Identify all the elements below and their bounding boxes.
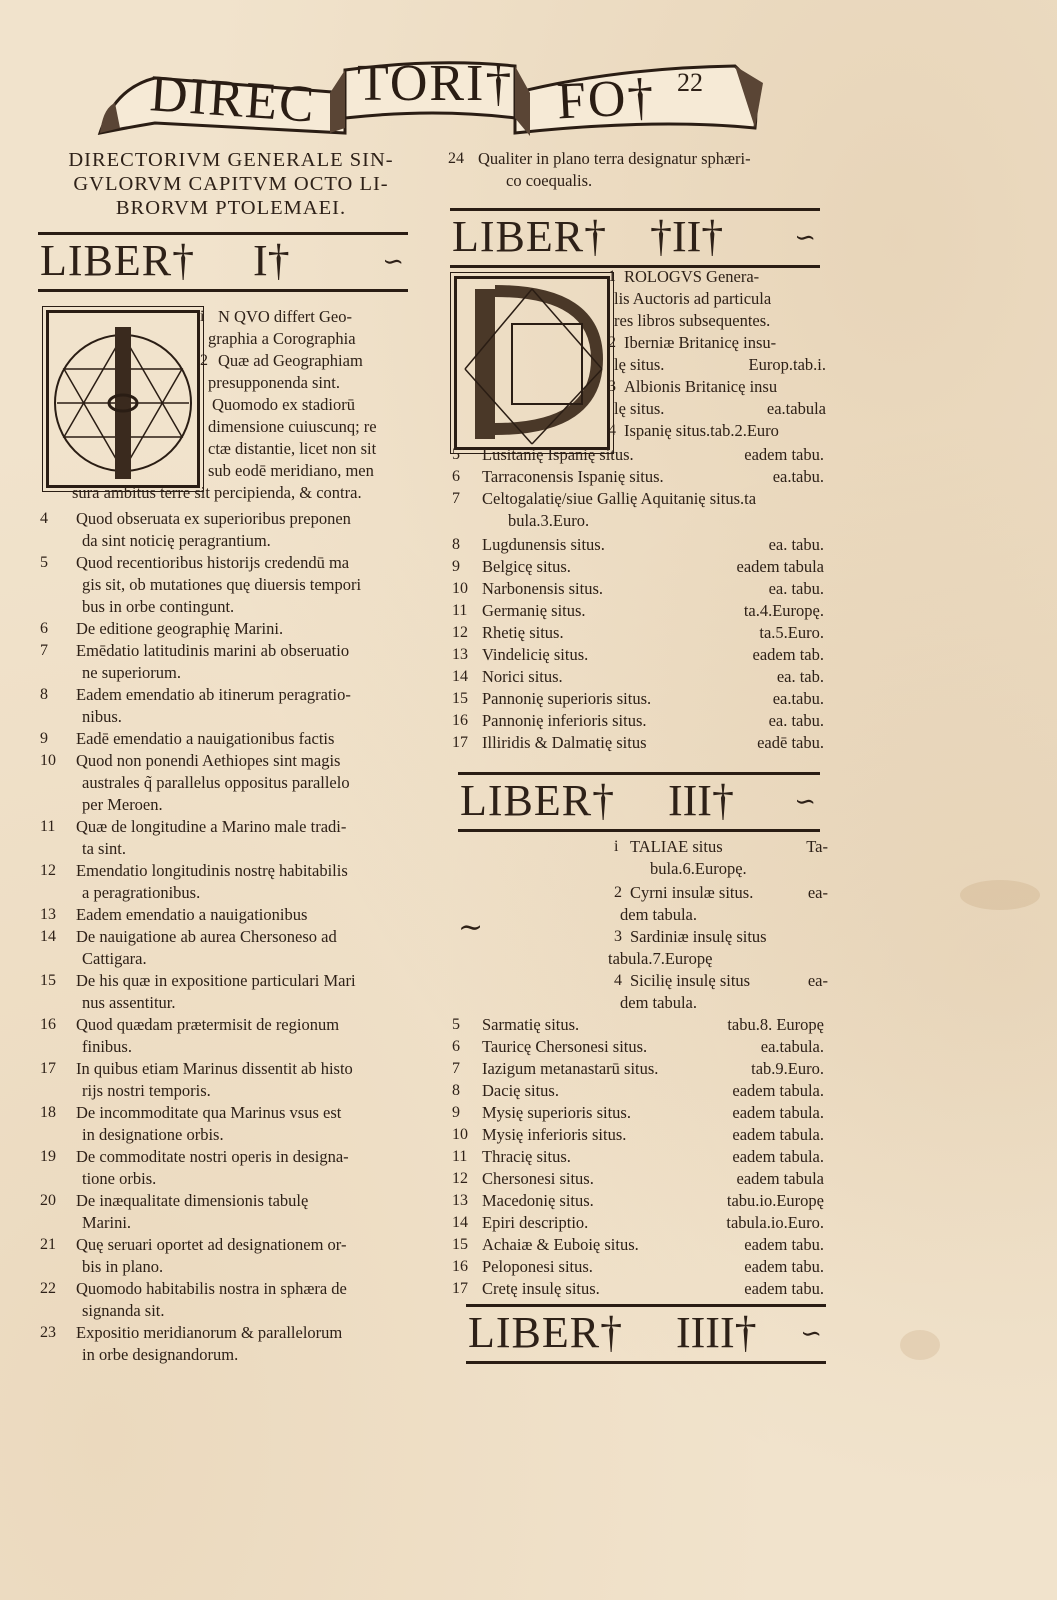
liber-label: LIBER† — [460, 776, 616, 825]
chapter-number: 14 — [452, 668, 468, 685]
chapter-text: TALIAE situs — [630, 837, 723, 856]
chapter-text: australes q̃ parallelus oppositus parallelo — [82, 773, 350, 792]
chapter-text: Tarraconensis Ispanię situs. — [482, 467, 664, 486]
chapter-text: lę situs. — [614, 399, 665, 418]
chapter-text: finibus. — [82, 1037, 132, 1056]
table-reference: eadem tabula. — [732, 1081, 824, 1100]
chapter-text: res libros subsequentes. — [614, 311, 771, 330]
chapter-text: Iberniæ Britanicę insu- — [624, 333, 777, 352]
chapter-text: Lugdunensis situs. — [482, 535, 605, 554]
banner-text-segment: TORI† — [357, 55, 514, 112]
table-reference: tabu.io.Europę — [726, 1191, 824, 1210]
table-reference: eadem tabula. — [732, 1103, 824, 1122]
chapter-text: Thracię situs. — [482, 1147, 571, 1166]
liber-heading-3 — [458, 772, 820, 832]
chapter-text: De incommoditate qua Marinus vsus est — [76, 1103, 342, 1122]
chapter-text: bula.6.Europę. — [650, 859, 747, 878]
chapter-number: 14 — [452, 1214, 468, 1231]
liber-heading-2 — [450, 208, 820, 268]
table-reference: eadem tab. — [752, 645, 824, 664]
chapter-number: 23 — [40, 1324, 56, 1341]
table-reference: ea. tabu. — [768, 711, 824, 730]
chapter-text: Expositio meridianorum & parallelorum — [76, 1323, 343, 1342]
chapter-text: Lusitanię Ispanię situs. — [482, 445, 634, 464]
chapter-text: De editione geographię Marini. — [76, 619, 284, 638]
chapter-text: Mysię superioris situs. — [482, 1103, 631, 1122]
chapter-number: 13 — [452, 646, 468, 663]
table-reference: tabu.8. Europę — [727, 1015, 824, 1034]
chapter-number: 7 — [452, 1060, 460, 1077]
chapter-text: Achaiæ & Euboię situs. — [482, 1235, 639, 1254]
liber-numeral: III† — [668, 776, 734, 825]
chapter-number: 2 — [614, 884, 622, 901]
chapter-text: Dacię situs. — [482, 1081, 559, 1100]
side-fleuron-icon: ∼ — [458, 911, 484, 944]
chapter-text: De commoditate nostri operis in designa- — [76, 1147, 349, 1166]
table-reference: ea. tabu. — [768, 579, 824, 598]
chapter-text: Epiri descriptio. — [482, 1213, 589, 1232]
chapter-number: 15 — [452, 690, 468, 707]
chapter-text: In quibus etiam Marinus dissentit ab histo — [76, 1059, 353, 1078]
chapter-text: Norici situs. — [482, 667, 563, 686]
chapter-text: bus in orbe contingunt. — [82, 597, 235, 616]
chapter-number: 12 — [452, 624, 468, 641]
chapter-number: 7 — [40, 642, 48, 659]
chapter-text: a peragrationibus. — [82, 883, 201, 902]
chapter-number: 16 — [452, 1258, 468, 1275]
chapter-text: De nauigatione ab aurea Chersoneso ad — [76, 927, 337, 946]
table-reference: ea- — [807, 971, 828, 990]
chapter-number: 16 — [452, 712, 468, 729]
title-line: GVLORVM CAPITVM OCTO LI- — [73, 173, 389, 195]
chapter-number: 18 — [40, 1104, 56, 1121]
chapter-text: Vindelicię situs. — [482, 645, 589, 664]
paper-stain — [960, 880, 1040, 910]
fleuron-icon: ∽ — [794, 787, 816, 816]
banner-text-segment: DIREC — [148, 65, 318, 134]
chapter-number: 11 — [452, 602, 468, 619]
table-reference: eadem tabu. — [744, 1257, 824, 1276]
table-reference: eadem tabula. — [732, 1125, 824, 1144]
chapter-text: Emendatio longitudinis nostrę habitabilis — [76, 861, 348, 880]
table-reference: eadem tabula — [736, 557, 824, 576]
chapter-number: 13 — [452, 1192, 468, 1209]
chapter-number: 8 — [452, 536, 460, 553]
chapter-text: Mysię inferioris situs. — [482, 1125, 627, 1144]
chapter-number: 10 — [452, 580, 468, 597]
chapter-number: 17 — [40, 1060, 56, 1077]
chapter-text: Tauricę Chersonesi situs. — [482, 1037, 648, 1056]
chapter-number: 9 — [40, 730, 48, 747]
liber-numeral: †II† — [650, 212, 724, 261]
chapter-text: bula.3.Euro. — [508, 511, 590, 530]
chapter-number: 10 — [452, 1126, 468, 1143]
chapter-text: lę situs. — [614, 355, 665, 374]
chapter-number: 6 — [452, 468, 460, 485]
chapter-number: 4 — [614, 972, 622, 989]
directory-title — [36, 148, 426, 220]
table-reference: eadem tabula. — [732, 1147, 824, 1166]
chapter-number: 19 — [40, 1148, 56, 1165]
chapter-number: 20 — [40, 1192, 56, 1209]
chapter-text: Eadem emendatio ab itinerum peragratio- — [76, 685, 351, 704]
table-reference: tabula.io.Euro. — [726, 1213, 824, 1232]
chapter-text: Cretę insulę situs. — [482, 1279, 600, 1298]
chapter-number: 14 — [40, 928, 56, 945]
chapter-text: Emēdatio latitudinis marini ab obseruatio — [76, 641, 350, 660]
liber-label: LIBER† — [468, 1308, 624, 1357]
book-page: DIREC TORI† FO† 22 DIRECTORIVM GENERALE SIN- GVLORVM CAPITVM OCTO LI- BRORVM PTOLEMAEI. LIBER† I† ∽ i N QVO differt Geo- graphia a Corographia 2 Quæ ad Geographiam presupponenda sint. Quomodo ex stadiorū dimensione cuiuscunq; re ctæ distantie, licet non sit sub eodē meridiano, men sura ambitus terre sit percipienda, & contra. 4 Quod obseruata ex superioribus preponen da sint noticię peragrantium. 5 Quod recentioribus historijs credendū ma gis sit, ob mutationes quę diuersis tempori bus in orbe contingunt. 6 De editione geographię Marini. 7 Emēdatio latitudinis marini ab obseruatio ne superiorum. 8 Eadem emendatio ab itinerum peragratio- nibus. 9 Eadē emendatio a nauigationibus factis 10 Quod non ponendi Aethiopes sint magis australes q̃ parallelus oppositus parallelo per Meroen. 11 Quæ de longitudine a Marino male tradi- ta sint. 12 Emendatio longitudinis nostrę habitabilis a peragrationibus. 13 Eadem emendatio a nauigationibus 14 De nauigatione ab aurea Chersoneso ad Cattigara. 15 De his quæ in expositione particulari Mari nus assentitur. 16 Quod quædam prætermisit de regionum finibus. 17 In quibus etiam Marinus dissentit ab histo rijs nostri temporis. 18 De incommoditate qua Marinus vsus est in designatione orbis. 19 De commoditate nostri operis in designa- tione orbis. 20 De inæqualitate dimensionis tabulę Marini. 21 Quę seruari oportet ad designationem or- bis in plano. 22 Quomodo habitabilis nostra in sphæra de signanda sit. 23 Expositio meridianorum & parallelorum in orbe designandorum. 24 Qualiter in plano terra designatur sphæri- co coequalis. LIBER† †II† ∽ 1 ROLOGVS Genera- lis Auctoris ad particula res libros subsequentes. 2 Iberniæ Britanicę insu- lę situs. Europ.tab.i. 3 Albionis Britanicę insu lę situs. ea.tabula 4 Ispanię situs.tab.2.Euro 5 Lusitanię Ispanię situs. eadem tabu. 6 Tarraconensis Ispanię situs. ea.tabu. 7 Celtogalatię/siue Gallię Aquitanię situs.ta bula.3.Euro. 8 Lugdunensis situs. ea. tabu. 9 Belgicę situs. eadem tabula 10 Narbonensis situs. ea. tabu. 11 Germanię situs. ta.4.Europę. 12 Rhetię situs. ta.5.Euro. 13 Vindelicię situs. eadem tab. 14 Norici situs. ea. tab. 15 Pannonię superioris situs. ea.tabu. 16 Pannonię inferioris situs. ea. tabu. 17 Illiridis & Dalmatię situs eadē tabu. LIBER† III† ∽ ∼ i TALIAE situs bula.6.Europę. Ta- 2 Cyrni insulæ situs. dem tabula. ea- 3 Sardiniæ insulę situs tabula.7.Europę 4 Sicilię insulę situs dem tabula. ea- 5 Sarmatię situs. tabu.8. Europę 6 Tauricę Chersonesi situs. ea.tabula. 7 Iazigum metanastarū situs. tab.9.Euro. 8 Dacię situs. eadem tabula. 9 Mysię superioris situs. eadem tabula. 10 Mysię inferioris situs. eadem tabula. 11 Thracię situs. eadem tabula. 12 Chersonesi situs. eadem tabula 13 Macedonię situs. tabu.io.Europę 14 Epiri descriptio. tabula.io.Euro. 15 Achaiæ & Euboię situs. eadem tabu. 16 Peloponesi situs. eadem tabu. 17 Cretę insulę situs. eadem tabu. LIBER† IIII† ∽ — [0, 0, 1057, 1600]
chapter-text: Quomodo habitabilis nostra in sphæra de — [76, 1279, 347, 1298]
table-reference: ea- — [807, 883, 828, 902]
chapter-text: Narbonensis situs. — [482, 579, 603, 598]
chapter-text: Marini. — [82, 1213, 132, 1232]
chapter-number: 15 — [40, 972, 56, 989]
chapter-text: dem tabula. — [620, 905, 697, 924]
chapter-text: Pannonię inferioris situs. — [482, 711, 647, 730]
left-column: DIRECTORIVM GENERALE SIN- GVLORVM CAPITVM OCTO LI- BRORVM PTOLEMAEI. LIBER† I† ∽ i N QVO differt Geo- graphia a Corographia 2 Quæ ad Geographiam presupponenda sint. Quomodo ex stadiorū dimensione cuiuscunq; re ctæ distantie, licet non sit sub eodē meridiano, men sura ambitus terre sit percipienda, & contra. 4 Quod obseruata ex superioribus preponen da sint noticię peragrantium. 5 Quod recentioribus historijs credendū ma gis sit, ob mutationes quę diuersis tempori bus in orbe contingunt. 6 De editione geographię Marini. 7 Emēdatio latitudinis marini ab obseruatio ne superiorum. 8 Eadem emendatio ab itinerum peragratio- nibus. 9 Eadē emendatio a nauigationibus factis 10 Quod non ponendi Aethiopes sint magis australes q̃ parallelus oppositus parallelo per Meroen. 11 Quæ de longitudine a Marino male tradi- ta sint. 12 Emendatio longitudinis nostrę habitabilis a peragrationibus. 13 Eadem emendatio a nauigationibus 14 De nauigatione ab aurea Chersoneso ad Cattigara. 15 De his quæ in expositione particulari Mari nus assentitur. 16 Quod quædam prætermisit de regionum finibus. 17 In quibus etiam Marinus dissentit ab histo rijs nostri temporis. 18 De incommoditate qua Marinus vsus est in designatione orbis. 19 De commoditate nostri operis in designa- tione orbis. 20 De inæqualitate dimensionis tabulę Marini. 21 Quę seruari oportet ad designationem or- bis in plano. 22 Quomodo habitabilis nostra in sphæra de signanda sit. 23 Expositio meridianorum & parallelorum in orbe designandorum. — [36, 148, 426, 220]
chapter-text: De his quæ in expositione particulari Mari — [76, 971, 356, 990]
chapter-text: Celtogalatię/siue Gallię Aquitanię situs.ta — [482, 489, 757, 508]
liber-label: LIBER† — [452, 212, 608, 261]
chapter-number: 3 — [608, 378, 616, 395]
chapter-text: Quę seruari oportet ad designationem or- — [76, 1235, 347, 1254]
table-reference: tab.9.Euro. — [751, 1059, 824, 1078]
chapter-text: nus assentitur. — [82, 993, 176, 1012]
chapter-number: 10 — [40, 752, 56, 769]
table-reference: ea. tabu. — [768, 535, 824, 554]
armillary-initial-icon — [49, 313, 197, 485]
liber-heading-4 — [466, 1304, 826, 1364]
chapter-text: Rhetię situs. — [482, 623, 564, 642]
chapter-text: Iazigum metanastarū situs. — [482, 1059, 659, 1078]
chapter-text: Sicilię insulę situs — [630, 971, 751, 990]
chapter-text: lis Auctoris ad particula — [614, 289, 772, 308]
chapter-number: 8 — [452, 1082, 460, 1099]
chapter-number: 5 — [452, 446, 460, 463]
initial-I-woodcut — [46, 310, 200, 488]
chapter-text: Cyrni insulæ situs. — [630, 883, 754, 902]
chapter-number: 16 — [40, 1016, 56, 1033]
chapter-text: rijs nostri temporis. — [82, 1081, 211, 1100]
table-reference: eadem tabu. — [744, 1279, 824, 1298]
chapter-text: Quod quædam prætermisit de regionum — [76, 1015, 340, 1034]
chapter-number: 22 — [40, 1280, 56, 1297]
geometric-initial-icon — [457, 279, 607, 447]
chapter-text: Macedonię situs. — [482, 1191, 594, 1210]
chapter-text: Ispanię situs.tab.2.Euro — [624, 421, 779, 440]
chapter-text: Peloponesi situs. — [482, 1257, 593, 1276]
chapter-text: Illiridis & Dalmatię situs — [482, 733, 647, 752]
table-reference: ta.5.Euro. — [759, 623, 824, 642]
chapter-number: 6 — [452, 1038, 460, 1055]
chapter-text: ne superiorum. — [82, 663, 181, 682]
chapter-text: Quod non ponendi Aethiopes sint magis — [76, 751, 341, 770]
table-reference: ea.tabula — [766, 399, 826, 418]
chapter-number: 13 — [40, 906, 56, 923]
chapter-number: 21 — [40, 1236, 56, 1253]
table-reference: eadem tabula — [736, 1169, 824, 1188]
chapter-number: 9 — [452, 1104, 460, 1121]
liber-label: LIBER† — [40, 236, 196, 285]
folio-number: 22 — [677, 68, 703, 97]
table-reference: ea.tabu. — [772, 467, 824, 486]
chapter-number: 5 — [40, 554, 48, 571]
chapter-text: tabula.7.Europę — [608, 949, 713, 968]
chapter-text: Albionis Britanicę insu — [624, 377, 778, 396]
table-reference: ta.4.Europę. — [743, 601, 824, 620]
chapter-text: Sardiniæ insulę situs — [630, 927, 767, 946]
chapter-text: Cattigara. — [82, 949, 147, 968]
chapter-number: 11 — [40, 818, 56, 835]
chapter-text: Sarmatię situs. — [482, 1015, 580, 1034]
chapter-text: Belgicę situs. — [482, 557, 571, 576]
chapter-text: Quod recentioribus historijs credendū ma — [76, 553, 350, 572]
chapter-text: Pannonię superioris situs. — [482, 689, 652, 708]
chapter-text: Germanię situs. — [482, 601, 586, 620]
chapter-text: tione orbis. — [82, 1169, 157, 1188]
chapter-text: in designatione orbis. — [82, 1125, 224, 1144]
chapter-text: da sint noticię peragrantium. — [82, 531, 271, 550]
chapter-number: 8 — [40, 686, 48, 703]
chapter-text: bis in plano. — [82, 1257, 164, 1276]
chapter-number: 12 — [40, 862, 56, 879]
table-reference: ea.tabula. — [760, 1037, 824, 1056]
table-reference: eadē tabu. — [757, 733, 824, 752]
initial-P-woodcut — [454, 276, 610, 450]
chapter-text: Eadem emendatio a nauigationibus — [76, 905, 308, 924]
chapter-number: 6 — [40, 620, 48, 637]
chapter-text: Chersonesi situs. — [482, 1169, 594, 1188]
chapter-text: in orbe designandorum. — [82, 1345, 239, 1364]
page-header-banner — [95, 48, 775, 148]
liber-numeral: I† — [253, 236, 290, 285]
chapter-number: 17 — [452, 1280, 468, 1297]
chapter-text: Quod obseruata ex superioribus preponen — [76, 509, 351, 528]
table-reference: eadem tabu. — [744, 1235, 824, 1254]
chapter-text: ta sint. — [82, 839, 126, 858]
table-reference: ea.tabu. — [772, 689, 824, 708]
title-line: BRORVM PTOLEMAEI. — [115, 197, 347, 219]
chapter-number: 11 — [452, 1148, 468, 1165]
table-reference: Europ.tab.i. — [748, 355, 826, 374]
chapter-number: 3 — [614, 928, 622, 945]
chapter-text: ROLOGVS Genera- — [624, 267, 760, 286]
chapter-text: gis sit, ob mutationes quę diuersis tempori — [82, 575, 362, 594]
liber-heading-1 — [38, 232, 408, 292]
chapter-number: i — [614, 838, 619, 855]
paper-stain — [900, 1330, 940, 1360]
fleuron-icon: ∽ — [800, 1319, 822, 1348]
title-line: DIRECTORIVM GENERALE SIN- — [68, 149, 394, 171]
chapter-number: 15 — [452, 1236, 468, 1253]
chapter-text: per Meroen. — [82, 795, 163, 814]
chapter-text: dem tabula. — [620, 993, 697, 1012]
liber-numeral: IIII† — [676, 1308, 757, 1357]
chapter-number: 1 — [608, 268, 616, 285]
chapter-number: 12 — [452, 1170, 468, 1187]
chapter-number: 5 — [452, 1016, 460, 1033]
chapter-text: signanda sit. — [82, 1301, 165, 1320]
table-reference: ea. tab. — [776, 667, 824, 686]
chapter-text: De inæqualitate dimensionis tabulę — [76, 1191, 309, 1210]
chapter-number: 4 — [608, 422, 616, 439]
chapter-text: nibus. — [82, 707, 122, 726]
chapter-number: 2 — [608, 334, 616, 351]
chapter-number: 9 — [452, 558, 460, 575]
banner-text-segment: FO† — [555, 68, 657, 131]
fleuron-icon: ∽ — [794, 223, 816, 252]
chapter-number: 7 — [452, 490, 460, 507]
table-reference: Ta- — [806, 837, 828, 856]
chapter-number: 4 — [40, 510, 48, 527]
table-reference: eadem tabu. — [744, 445, 824, 464]
fleuron-icon: ∽ — [382, 247, 404, 276]
chapter-text: Quæ de longitudine a Marino male tradi- — [76, 817, 347, 836]
chapter-number: 17 — [452, 734, 468, 751]
chapter-text: Eadē emendatio a nauigationibus factis — [76, 729, 335, 748]
